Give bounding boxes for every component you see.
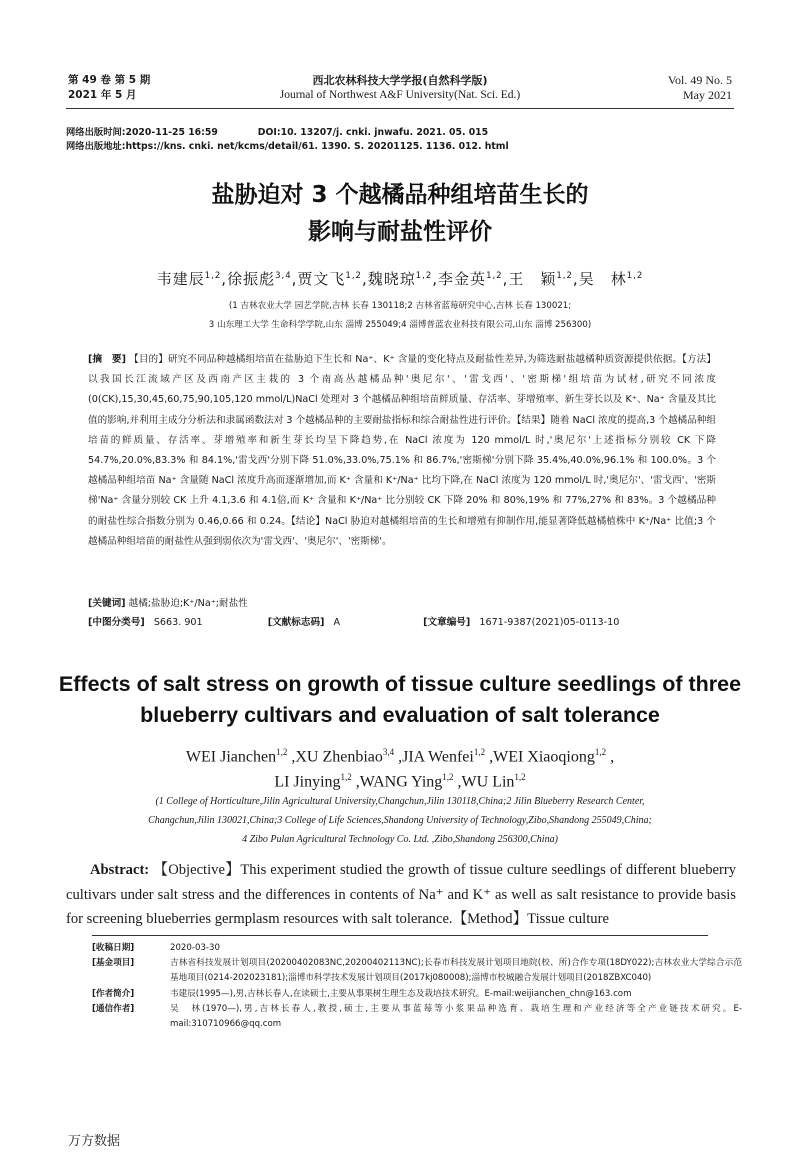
- author-affiliation-mark: 1,2: [514, 772, 526, 782]
- abstract-cn: [88, 350, 716, 552]
- keywords-cn-label: [关键词]: [88, 598, 126, 609]
- author-affiliation-mark: 1,2: [473, 747, 486, 757]
- footnotes: [92, 941, 742, 1032]
- abstract-en-text: 【Objective】This experiment studied the growth of tissue culture seedlings of different blueberry cultivars under salt stress and the differences in contents of Na⁺ and K⁺ as well as salt resistance to provide basis for screening blueberries germplasm resources with salt tolerance.【Method】Tissue culture: [66, 862, 736, 927]
- author-name: 王 颖: [508, 270, 557, 288]
- author-name: 徐振彪: [227, 270, 276, 288]
- doc-code-value: A: [333, 617, 341, 628]
- journal-name-cn: 西北农林科技大学学报(自然科学版): [312, 74, 488, 87]
- header-rule: [66, 108, 734, 109]
- title-en-line1: Effects of salt stress on growth of tissue culture seedlings of three: [58, 672, 742, 696]
- author-affiliation-mark: 1,2: [626, 271, 644, 281]
- footnote-item: [92, 941, 742, 956]
- author-affiliation-mark: 3,4: [382, 747, 395, 757]
- article-no-value: 1671-9387(2021)05-0113-10: [479, 617, 620, 628]
- author-name: XU Zhenbiao: [295, 748, 383, 766]
- footnote-item: [92, 1002, 742, 1032]
- keywords-cn-text: 越橘;盐胁迫;K⁺/Na⁺;耐盐性: [128, 598, 248, 609]
- author-name: 魏晓琼: [367, 270, 416, 288]
- author-affiliation-mark: 3,4: [275, 271, 292, 281]
- author-name: 吴 林: [578, 270, 627, 288]
- classification-row: [88, 613, 716, 633]
- journal-name-en: Journal of Northwest A&F University(Nat. Sci. Ed.): [279, 89, 521, 101]
- footnote-label: [作者简介]: [92, 988, 135, 999]
- author-name: WEI Jianchen: [185, 748, 277, 766]
- footnote-label: [基金项目]: [92, 958, 135, 969]
- author-name: 韦建辰: [156, 270, 205, 288]
- keywords-cn: [88, 594, 716, 614]
- title-en-line2: blueberry cultivars and evaluation of salt tolerance: [140, 703, 660, 727]
- author-name: 李金英: [438, 270, 487, 288]
- author-affiliation-mark: 1,2: [340, 772, 352, 782]
- authors-en-line2: LI Jinying$^{1,2}$ ,WANG Ying$^{1,2}$ ,WU Lin$^{1,2}$: [274, 772, 526, 791]
- footnote-label: [通信作者]: [92, 1003, 135, 1014]
- author-affiliation-mark: 1,2: [345, 271, 362, 281]
- abstract-cn-label: [摘 要]: [88, 354, 126, 365]
- article-no-label: [文章编号]: [423, 617, 471, 628]
- doc-code-label: [文献标志码]: [267, 617, 325, 628]
- clc-value: S663. 901: [153, 617, 203, 628]
- author-name: WANG Ying: [359, 773, 443, 791]
- header-journal: [200, 73, 600, 103]
- affiliation-en-line1: (1 College of Horticulture,Jilin Agricultural University,Changchun,Jilin 130118,China;2 Jilin Blueberry Research Center,: [155, 796, 645, 807]
- footnote-text: 吉林省科技发展计划项目(20200402083NC,20200402113NC);长春市科技发展计划项目地院(校、所)合作专项(18DY022);吉林农业大学综合示范基地项目(0214-202023181);淄博市科学技术发展计划项目(2017kj080008);淄博市校城融合发展计划项目(2018ZBXC040): [170, 958, 742, 984]
- affiliation-en-line2: Changchun,Jilin 130021,China;3 College of Life Sciences,Shandong University of Technology,Zibo,Shandong 255049,China;: [148, 815, 652, 826]
- abstract-en-label: Abstract:: [90, 862, 150, 878]
- footnote-text: 吴 林(1970—),男,吉林长春人,教授,硕士,主要从事蓝莓等小浆果品种选育、栽培生理和产业经济等全产业链技术研究。E-mail:310710966@qq.com: [170, 1003, 742, 1030]
- title-cn-line1: 盐胁迫对 3 个越橘品种组培苗生长的: [211, 182, 589, 208]
- abstract-en: [66, 858, 736, 932]
- footnote-item: [92, 956, 742, 986]
- affiliation-cn-line2: 3 山东理工大学 生命科学学院,山东 淄博 255049;4 淄博普蓝农业科技有限公司,山东 淄博 256300): [208, 320, 592, 330]
- footnote-text: 2020-03-30: [170, 943, 220, 953]
- footnote-text: 韦建辰(1995—),男,吉林长春人,在读硕士,主要从事果树生理生态及栽培技术研究。E-mail:weijianchen_chn@163.com: [170, 988, 632, 999]
- author-name: LI Jinying: [274, 773, 341, 791]
- author-affiliation-mark: 1,2: [204, 271, 222, 281]
- author-affiliation-mark: 1,2: [556, 271, 573, 281]
- author-affiliation-mark: 1,2: [594, 747, 607, 757]
- doi: DOI:10. 13207/j. cnki. jnwafu. 2021. 05. 015: [257, 127, 489, 138]
- watermark: 万方数据: [68, 1134, 121, 1149]
- abstract-cn-text: 【目的】研究不同品种越橘组培苗在盐胁迫下生长和 Na⁺、K⁺ 含量的变化特点及耐盐性差异,为筛选耐盐越橘种质资源提供依据。【方法】以我国长江流域产区及西南产区主栽的 3 个南高丛越橘品种'奥尼尔'、'雷戈西'、'密斯梯'组培苗为试材,研究不同浓度(0(CK),15,30,45,60,75,90,105,120 mmol/L)NaCl 处理对 3 个越橘品种组培苗鲜质量、存活率、芽增殖率、新生芽长以及 K⁺、Na⁺ 含量及其比值的影响,并利用主成分分析法和隶属函数法对 3 个越橘品种的主要耐盐指标和综合耐盐性进行评价。【结果】随着 NaCl 浓度的提高,3 个越橘品种组培苗的鲜质量、存活率、芽增殖率和新生芽长均呈下降趋势,在 NaCl 浓度为 120 mmol/L 时,'奥尼尔'上述指标分别较 CK 下降 54.7%,20.0%,83.3% 和 84.1%,'雷戈西'分别下降 51.0%,33.0%,75.1% 和 86.7%,'密斯梯'分别下降 35.4%,40.0%,96.1% 和 100.0%。3 个越橘品种组培苗 Na⁺ 含量随 NaCl 浓度升高而逐渐增加,而 K⁺ 含量和 K⁺/Na⁺ 比均下降,在 NaCl 浓度为 120 mmol/L 时,'奥尼尔'、'雷戈西'、'密斯梯'Na⁺ 含量分别较 CK 上升 4.1,3.6 和 4.1倍,而 K⁺ 含量和 K⁺/Na⁺ 比分别较 CK 下降 20% 和 80%,19% 和 77%,27% 和 83%。3 个越橘品种的耐盐性综合指数分别为 0.46,0.66 和 0.24。【结论】NaCl 胁迫对越橘组培苗的生长和增殖有抑制作用,能显著降低越橘植株中 K⁺/Na⁺ 比值;3 个越橘品种组培苗的耐盐性从强到弱依次为'雷戈西'、'奥尼尔'、'密斯梯'。: [88, 354, 716, 547]
- clc-label: [中图分类号]: [88, 617, 145, 628]
- online-address: 网络出版地址:https://kns. cnki. net/kcms/detail/61. 1390. S. 20201125. 1136. 012. html: [66, 141, 509, 152]
- publication-info: [66, 126, 509, 154]
- footnote-rule: [92, 935, 708, 936]
- online-time: 网络出版时间:2020-11-25 16:59: [66, 127, 218, 138]
- author-affiliation-mark: 1,2: [276, 747, 288, 757]
- footnote-item: [92, 987, 742, 1002]
- affiliation-en-line3: 4 Zibo Pulan Agricultural Technology Co. Ltd. ,Zibo,Shandong 256300,China): [242, 834, 558, 845]
- title-en: [40, 669, 760, 731]
- author-name: 贾文飞: [297, 270, 346, 288]
- author-name: WEI Xiaoqiong: [493, 748, 595, 766]
- authors-en-line1: WEI Jianchen$^{1,2}$ ,XU Zhenbiao$^{3,4}$ ,JIA Wenfei$^{1,2}$ ,WEI Xiaoqiong$^{1,2}$ ,: [185, 747, 615, 766]
- author-name: JIA Wenfei: [402, 748, 474, 766]
- header-volume-issue-cn: 第 49 卷 第 5 期 2021 年 5 月: [68, 74, 151, 101]
- title-cn-line2: 影响与耐盐性评价: [308, 219, 492, 245]
- author-affiliation-mark: 1,2: [442, 772, 454, 782]
- author-name: WU Lin: [461, 773, 515, 791]
- author-affiliation-mark: 1,2: [415, 271, 433, 281]
- header-volume-issue-en: Vol. 49 No. 5 May 2021: [667, 73, 732, 102]
- affiliation-cn-line1: (1 吉林农业大学 园艺学院,吉林 长春 130118;2 吉林省蓝莓研究中心,吉林 长春 130021;: [228, 301, 572, 311]
- footnote-label: [收稿日期]: [92, 943, 135, 953]
- author-affiliation-mark: 1,2: [486, 271, 503, 281]
- authors-cn: 韦建辰$^{1,2}$,徐振彪$^{3,4}$,贾文飞$^{1,2}$,魏晓琼$^{1,2}$,李金英$^{1,2}$,王 颖$^{1,2}$,吴 林$^{1,2}$: [156, 270, 644, 288]
